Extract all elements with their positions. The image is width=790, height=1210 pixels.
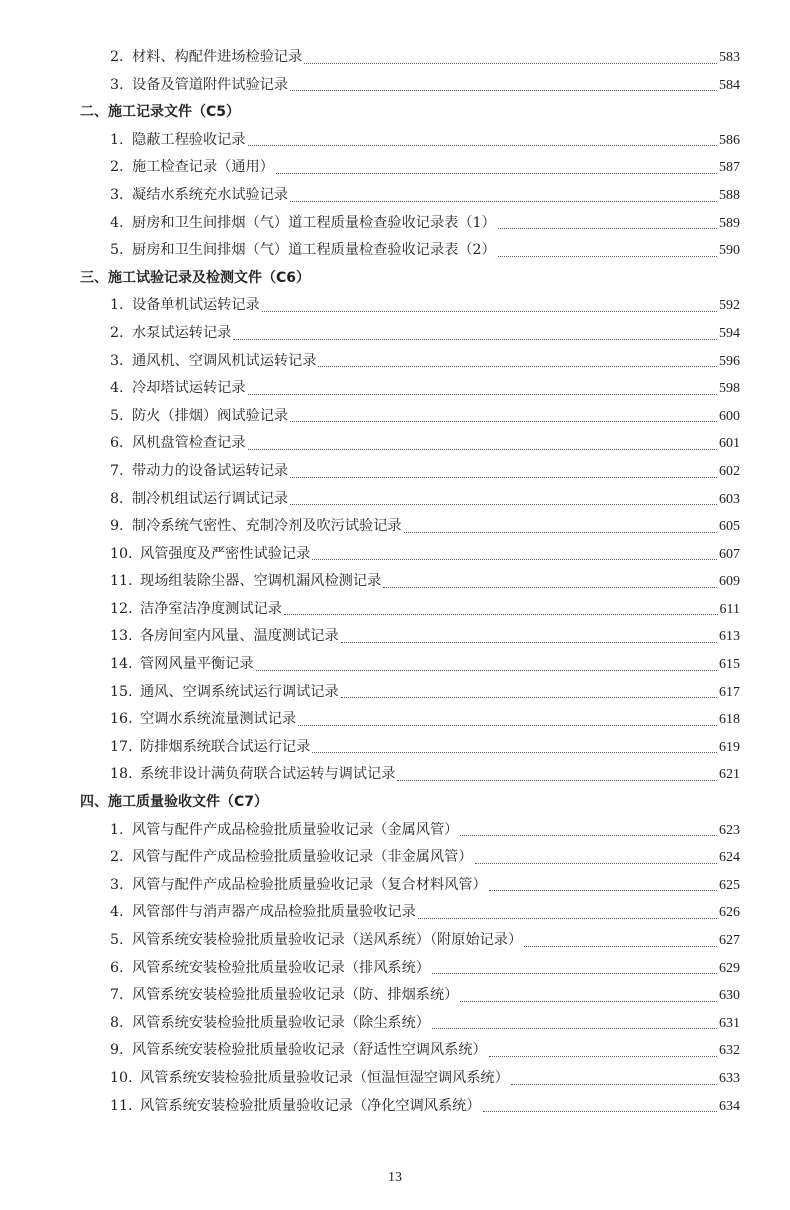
- toc-dot-leader: [298, 725, 717, 726]
- toc-entry-number: 17.: [110, 738, 133, 755]
- toc-entry-page: 605: [719, 519, 740, 535]
- toc-entry: [0, 982, 790, 1010]
- toc-entry-number: 10.: [110, 1069, 133, 1086]
- toc-entry: [0, 182, 790, 210]
- toc-entry-label: [110, 486, 288, 514]
- toc-entry-number: 11.: [110, 1097, 133, 1114]
- toc-entry-title: 水泵试运转记录: [132, 324, 232, 341]
- toc-entry-title: 管网风量平衡记录: [140, 656, 254, 673]
- toc-entry-number: 2.: [110, 849, 124, 866]
- toc-entry: [0, 237, 790, 265]
- toc-entry-page: 624: [719, 850, 740, 866]
- toc-dot-leader: [524, 946, 717, 947]
- toc-entry-page: 630: [719, 988, 740, 1004]
- toc-entry-label: [110, 458, 288, 486]
- toc-entry: [0, 734, 790, 762]
- toc-entry-title: 通风、空调系统试运行调试记录: [140, 683, 339, 700]
- toc-dot-leader: [483, 1111, 717, 1112]
- toc-entry-number: 1.: [110, 131, 124, 148]
- toc-entry: [0, 817, 790, 845]
- toc-entry-title: 冷却塔试运转记录: [132, 380, 246, 397]
- toc-entry-number: 3.: [110, 76, 124, 93]
- toc-entry-title: 隐蔽工程验收记录: [132, 131, 246, 148]
- toc-entry-label: [110, 127, 246, 155]
- toc-entry: [0, 679, 790, 707]
- toc-entry-title: 设备及管道附件试验记录: [132, 76, 289, 93]
- toc-entry-page: 629: [719, 960, 740, 976]
- toc-entry-label: [110, 679, 339, 707]
- toc-entry-page: 619: [719, 739, 740, 755]
- toc-entry-title: 风管系统安装检验批质量验收记录（净化空调风系统）: [140, 1097, 481, 1114]
- toc-entry-label: [110, 72, 288, 100]
- toc-dot-leader: [284, 614, 718, 615]
- toc-dot-leader: [418, 918, 717, 919]
- toc-dot-leader: [489, 890, 717, 891]
- toc-entry-number: 10.: [110, 545, 133, 562]
- table-of-contents: [0, 44, 790, 1120]
- toc-entry-number: 3.: [110, 352, 124, 369]
- toc-section-heading: 四、施工质量验收文件（C7）: [80, 794, 269, 811]
- toc-entry: [0, 706, 790, 734]
- toc-entry-page: 601: [719, 436, 740, 452]
- toc-entry-page: 617: [719, 684, 740, 700]
- toc-dot-leader: [511, 1084, 717, 1085]
- toc-entry-label: [110, 899, 416, 927]
- toc-entry: [0, 348, 790, 376]
- toc-entry-number: 2.: [110, 324, 124, 341]
- toc-entry: [0, 154, 790, 182]
- toc-entry-label: [110, 1037, 487, 1065]
- toc-entry-title: 风管系统安装检验批质量验收记录（除尘系统）: [132, 1014, 430, 1031]
- toc-entry-title: 厨房和卫生间排烟（气）道工程质量检查验收记录表（2）: [132, 242, 496, 259]
- toc-entry-title: 洁净室洁净度测试记录: [140, 600, 282, 617]
- toc-dot-leader: [383, 587, 717, 588]
- toc-entry: [0, 486, 790, 514]
- toc-entry-number: 9.: [110, 518, 124, 535]
- toc-entry-number: 1.: [110, 297, 124, 314]
- toc-entry-label: [110, 375, 246, 403]
- toc-entry-number: 15.: [110, 683, 133, 700]
- toc-entry-title: 风管强度及严密性试验记录: [140, 545, 311, 562]
- toc-entry-number: 6.: [110, 959, 124, 976]
- toc-dot-leader: [432, 973, 717, 974]
- toc-entry: [0, 210, 790, 238]
- toc-entry-title: 风管系统安装检验批质量验收记录（防、排烟系统）: [132, 987, 459, 1004]
- toc-dot-leader: [460, 835, 717, 836]
- toc-entry: [0, 899, 790, 927]
- toc-entry-page: 589: [719, 215, 740, 231]
- toc-entry-label: [110, 513, 402, 541]
- toc-entry-label: [110, 403, 288, 431]
- toc-entry: [0, 541, 790, 569]
- toc-entry-label: [110, 596, 282, 624]
- toc-entry-title: 系统非设计满负荷联合试运转与调试记录: [140, 766, 396, 783]
- toc-entry-page: 609: [719, 574, 740, 590]
- toc-entry-page: 587: [719, 160, 740, 176]
- toc-entry-number: 7.: [110, 462, 124, 479]
- toc-dot-leader: [341, 642, 717, 643]
- toc-entry-title: 风管系统安装检验批质量验收记录（舒适性空调风系统）: [132, 1042, 487, 1059]
- toc-entry-page: 632: [719, 1043, 740, 1059]
- toc-entry: [0, 596, 790, 624]
- toc-entry-label: [110, 623, 339, 651]
- toc-entry-title: 凝结水系统充水试验记录: [132, 186, 289, 203]
- toc-dot-leader: [290, 421, 717, 422]
- toc-entry-title: 防火（排烟）阀试验记录: [132, 407, 289, 424]
- toc-dot-leader: [256, 670, 717, 671]
- toc-entry-number: 4.: [110, 380, 124, 397]
- toc-entry-page: 634: [719, 1098, 740, 1114]
- toc-entry: [0, 927, 790, 955]
- toc-entry-number: 9.: [110, 1042, 124, 1059]
- toc-entry-title: 风管与配件产成品检验批质量验收记录（金属风管）: [132, 821, 459, 838]
- toc-entry-title: 现场组装除尘器、空调机漏风检测记录: [140, 573, 382, 590]
- toc-dot-leader: [475, 863, 717, 864]
- toc-entry-page: 615: [719, 657, 740, 673]
- toc-entry-title: 风管部件与消声器产成品检验批质量验收记录: [132, 904, 416, 921]
- toc-dot-leader: [290, 90, 717, 91]
- toc-dot-leader: [498, 256, 717, 257]
- toc-entry-title: 空调水系统流量测试记录: [140, 711, 297, 728]
- toc-dot-leader: [233, 339, 717, 340]
- toc-entry-label: [110, 1093, 481, 1121]
- toc-entry-page: 626: [719, 905, 740, 921]
- toc-entry-title: 施工检查记录（通用）: [132, 159, 274, 176]
- toc-entry-page: 584: [719, 77, 740, 93]
- toc-entry-label: [110, 982, 458, 1010]
- toc-entry: [0, 761, 790, 789]
- toc-entry-number: 2.: [110, 49, 124, 65]
- toc-entry-page: 621: [719, 767, 740, 783]
- toc-entry: [0, 1093, 790, 1121]
- toc-entry-title: 风机盘管检查记录: [132, 435, 246, 452]
- toc-dot-leader: [262, 311, 717, 312]
- page-number: 13: [388, 1170, 402, 1185]
- toc-entry-page: 583: [719, 50, 740, 65]
- toc-dot-leader: [341, 697, 717, 698]
- toc-entry-page: 592: [719, 298, 740, 314]
- toc-entry-page: 607: [719, 546, 740, 562]
- toc-entry-label: [110, 154, 274, 182]
- toc-entry-number: 4.: [110, 214, 124, 231]
- toc-entry-title: 风管系统安装检验批质量验收记录（恒温恒湿空调风系统）: [140, 1069, 509, 1086]
- toc-entry: [0, 403, 790, 431]
- toc-entry-title: 风管与配件产成品检验批质量验收记录（复合材料风管）: [132, 876, 487, 893]
- toc-entry: [0, 568, 790, 596]
- toc-entry-page: 598: [719, 381, 740, 397]
- toc-entry: [0, 430, 790, 458]
- toc-dot-leader: [498, 228, 717, 229]
- toc-entry-page: 594: [719, 325, 740, 341]
- toc-entry-number: 6.: [110, 435, 124, 452]
- toc-dot-leader: [248, 394, 717, 395]
- toc-entry-label: [110, 182, 288, 210]
- toc-entry: [0, 320, 790, 348]
- toc-entry-label: [110, 844, 473, 872]
- toc-entry-title: 风管与配件产成品检验批质量验收记录（非金属风管）: [132, 849, 473, 866]
- toc-entry: [0, 375, 790, 403]
- toc-dot-leader: [248, 145, 717, 146]
- toc-entry-number: 1.: [110, 821, 124, 838]
- toc-dot-leader: [312, 752, 717, 753]
- toc-section-heading: 三、施工试验记录及检测文件（C6）: [80, 269, 311, 286]
- toc-entry: [0, 513, 790, 541]
- toc-entry-title: 厨房和卫生间排烟（气）道工程质量检查验收记录表（1）: [132, 214, 496, 231]
- toc-section-heading: 二、施工记录文件（C5）: [80, 104, 241, 121]
- toc-dot-leader: [248, 449, 717, 450]
- toc-dot-leader: [489, 1056, 717, 1057]
- toc-entry-label: [110, 292, 260, 320]
- toc-entry: [0, 72, 790, 100]
- toc-entry: [0, 623, 790, 651]
- toc-entry-number: 2.: [110, 159, 124, 176]
- toc-entry-title: 风管系统安装检验批质量验收记录（送风系统）（附原始记录）: [132, 932, 523, 948]
- toc-dot-leader: [312, 559, 717, 560]
- toc-entry-number: 4.: [110, 904, 124, 921]
- toc-entry-number: 14.: [110, 656, 133, 673]
- toc-entry-title: 制冷系统气密性、充制冷剂及吹污试验记录: [132, 518, 402, 535]
- toc-entry-page: 633: [719, 1070, 740, 1086]
- toc-dot-leader: [404, 532, 717, 533]
- toc-entry-label: [110, 927, 522, 955]
- toc-entry-page: 590: [719, 243, 740, 259]
- toc-dot-leader: [276, 173, 717, 174]
- toc-entry: [0, 955, 790, 983]
- toc-entry: [0, 458, 790, 486]
- toc-entry-number: 5.: [110, 932, 124, 948]
- toc-dot-leader: [290, 477, 717, 478]
- toc-entry-label: [110, 237, 496, 265]
- toc-entry-title: 材料、构配件进场检验记录: [132, 49, 303, 65]
- toc-entry-title: 防排烟系统联合试运行记录: [140, 738, 311, 755]
- toc-entry-label: [110, 761, 395, 789]
- toc-entry-title: 制冷机组试运行调试记录: [132, 490, 289, 507]
- toc-entry-page: 588: [719, 187, 740, 203]
- toc-entry-label: [110, 955, 430, 983]
- toc-entry-page: 623: [719, 822, 740, 838]
- toc-entry-label: [110, 817, 458, 845]
- toc-entry-number: 5.: [110, 407, 124, 424]
- toc-entry-number: 13.: [110, 628, 133, 645]
- toc-entry-page: 625: [719, 877, 740, 893]
- toc-entry-label: [110, 872, 487, 900]
- toc-entry-number: 8.: [110, 490, 124, 507]
- toc-entry-label: [110, 210, 496, 238]
- toc-entry-number: 11.: [110, 573, 133, 590]
- toc-entry-label: [110, 320, 231, 348]
- toc-dot-leader: [397, 780, 717, 781]
- toc-dot-leader: [460, 1001, 717, 1002]
- toc-entry-page: 600: [719, 408, 740, 424]
- toc-entry: [0, 292, 790, 320]
- toc-dot-leader: [304, 63, 717, 64]
- toc-entry-label: [110, 348, 316, 376]
- toc-entry: [0, 1065, 790, 1093]
- toc-entry-number: 7.: [110, 987, 124, 1004]
- toc-entry-page: 631: [719, 1015, 740, 1031]
- toc-entry-label: [110, 568, 381, 596]
- toc-entry-title: 通风机、空调风机试运转记录: [132, 352, 317, 369]
- toc-entry-page: 586: [719, 132, 740, 148]
- toc-entry-number: 3.: [110, 876, 124, 893]
- toc-entry-number: 18.: [110, 766, 133, 783]
- toc-entry: [0, 127, 790, 155]
- toc-entry: [0, 1010, 790, 1038]
- toc-entry-label: [110, 430, 246, 458]
- toc-entry-title: 设备单机试运转记录: [132, 297, 260, 314]
- toc-dot-leader: [290, 201, 717, 202]
- toc-entry-page: 627: [719, 933, 740, 948]
- toc-entry-page: 618: [719, 712, 740, 728]
- toc-entry: [0, 872, 790, 900]
- toc-entry-page: 602: [719, 463, 740, 479]
- toc-entry-label: [110, 1065, 509, 1093]
- toc-entry-page: 603: [719, 491, 740, 507]
- toc-entry-number: 16.: [110, 711, 133, 728]
- toc-entry-number: 5.: [110, 242, 124, 259]
- toc-dot-leader: [290, 504, 717, 505]
- toc-entry-label: [110, 44, 302, 72]
- toc-entry-label: [110, 651, 254, 679]
- toc-entry-title: 带动力的设备试运转记录: [132, 462, 289, 479]
- toc-entry-title: 各房间室内风量、温度测试记录: [140, 628, 339, 645]
- toc-dot-leader: [432, 1028, 717, 1029]
- toc-entry-number: 3.: [110, 186, 124, 203]
- toc-entry-number: 8.: [110, 1014, 124, 1031]
- toc-entry: [0, 651, 790, 679]
- toc-entry-page: 611: [719, 601, 740, 617]
- toc-entry-label: [110, 706, 296, 734]
- toc-entry-label: [110, 541, 310, 569]
- toc-entry: [0, 844, 790, 872]
- toc-entry-page: 613: [719, 629, 740, 645]
- toc-entry: [0, 44, 790, 72]
- toc-entry: [0, 1037, 790, 1065]
- toc-dot-leader: [318, 366, 717, 367]
- toc-entry-title: 风管系统安装检验批质量验收记录（排风系统）: [132, 959, 430, 976]
- toc-entry-page: 596: [719, 353, 740, 369]
- toc-entry-label: [110, 734, 310, 762]
- toc-entry-label: [110, 1010, 430, 1038]
- toc-entry-number: 12.: [110, 600, 133, 617]
